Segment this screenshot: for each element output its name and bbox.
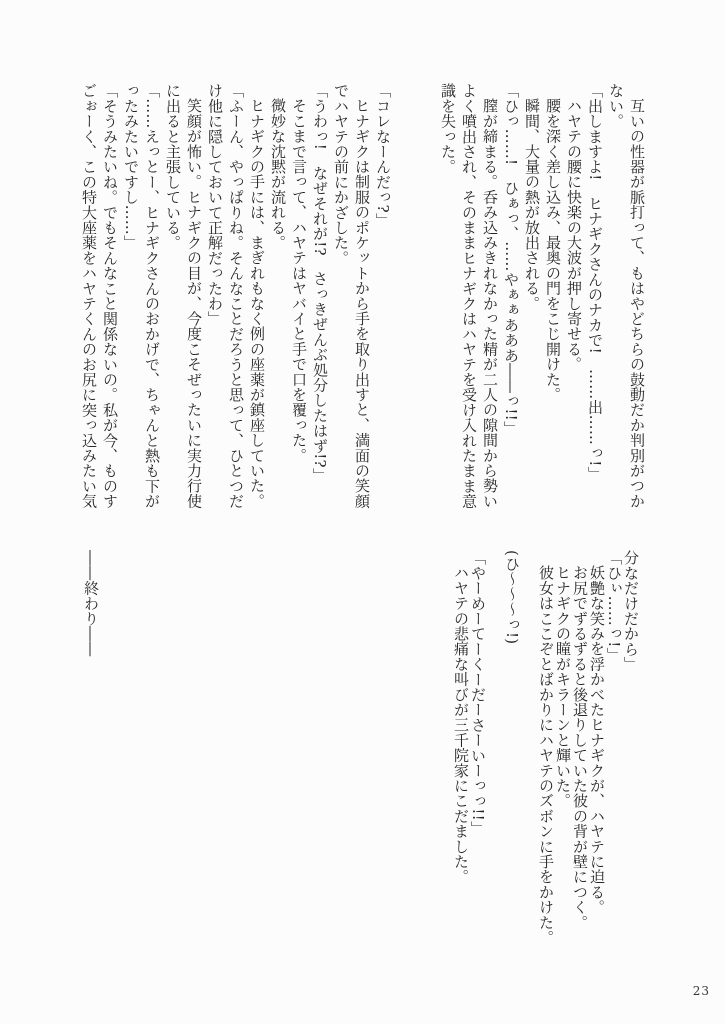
end-mark: ――終わり―― bbox=[82, 550, 100, 657]
text-line: 「ふーん、やっぱりね。そんなことだろうと思って、ひとつだ bbox=[227, 83, 245, 509]
text-line: 「そうみたいね。でもそんなこと関係ないの。私が今、ものす bbox=[101, 83, 119, 509]
page-number: 23 bbox=[692, 984, 710, 998]
text-line: 識を失った。 bbox=[439, 83, 457, 175]
text-line: でハヤテの前にかざした。 bbox=[332, 83, 350, 266]
lower-text-block bbox=[82, 550, 639, 962]
text-line: そこまで言って、ハヤテはヤバイと手で口を覆った。 bbox=[290, 98, 308, 463]
text-line: け他に隠しておいて正解だったわ」 bbox=[206, 83, 224, 327]
text-line: 腰を深く差し込み、最奥の門をこじ開けた。 bbox=[544, 98, 562, 402]
text-line: (ひ〜〜〜っ!) bbox=[503, 550, 521, 645]
text-line: ヒナギクの手には、まぎれもなく例の座薬が鎮座していた。 bbox=[248, 98, 266, 509]
text-line: お尻でずるずると後退りしていた彼の背が壁につく。 bbox=[571, 565, 589, 930]
text-line: 「コレなーんだっ?」 bbox=[374, 83, 392, 229]
text-line: 彼女はここぞとばかりにハヤテのズボンに手をかけた。 bbox=[537, 565, 555, 945]
text-line: 笑顔が怖い。ヒナギクの目が、今度こそぜったいに実力行使 bbox=[185, 98, 203, 509]
text-line: 「ひぃ……っ!」 bbox=[605, 550, 623, 663]
text-line: 膣が締まる。呑み込みきれなかった精が二人の隙間から勢い bbox=[481, 98, 499, 509]
text-line: 「やーめーてーくーだーさーいーっっ!!」 bbox=[469, 550, 487, 837]
text-line: ハヤテの腰に快楽の大波が押し寄せる。 bbox=[565, 98, 583, 372]
text-line: 妖艶な笑みを浮かべたヒナギクが、ハヤテに迫る。 bbox=[588, 565, 606, 915]
text-line: 「うわっ! なぜそれが!? さっきぜんぶ処分したはず!?」 bbox=[311, 83, 329, 483]
text-line: ったみたいですし……」 bbox=[122, 83, 140, 251]
text-line: ない。 bbox=[607, 83, 625, 129]
text-line: ヒナギクの瞳がキラーンと輝いた。 bbox=[554, 565, 572, 809]
text-line: 瞬間、大量の熱が放出される。 bbox=[523, 98, 541, 311]
upper-text-block bbox=[78, 83, 647, 509]
text-line: 微妙な沈黙が流れる。 bbox=[269, 98, 287, 250]
text-line: 「ひっ……! ひぁっ、……やぁぁあああ――っ!!」 bbox=[502, 83, 520, 437]
text-line: 「出しますよ! ヒナギクさんのナカで! ……出……っ!」 bbox=[586, 83, 604, 482]
text-line: ごぉーく、この特大座薬をハヤテくんのお尻に突っ込みたい気 bbox=[80, 83, 98, 509]
text-line: ヒナギクは制服のポケットから手を取り出すと、満面の笑顔 bbox=[353, 98, 371, 509]
text-line: に出ると主張している。 bbox=[164, 83, 182, 251]
text-line: 「……えっとー、ヒナギクさんのおかげで、ちゃんと熱も下が bbox=[143, 83, 161, 509]
text-line: 互いの性器が脈打って、もはやどちらの鼓動だか判別がつか bbox=[628, 98, 646, 509]
text-line: よく噴出され、そのままヒナギクはハヤテを受け入れたまま意 bbox=[460, 83, 478, 509]
text-line: 分なだけだから」 bbox=[622, 550, 640, 672]
text-line: ハヤテの悲痛な叫びが三千院家にこだました。 bbox=[452, 565, 470, 885]
